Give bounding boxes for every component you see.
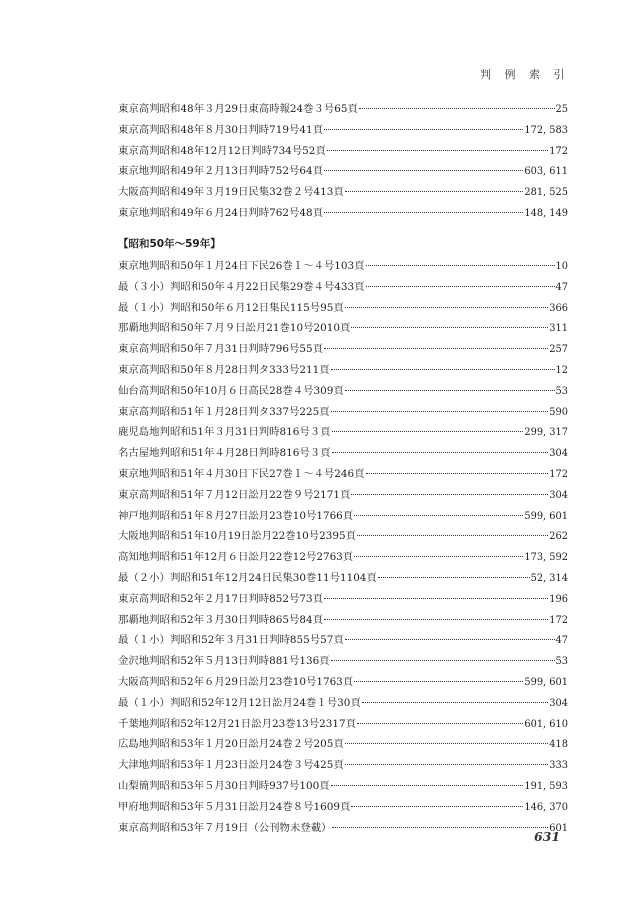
index-entry (118, 144, 568, 165)
dot-leader (332, 827, 548, 828)
case-citation: 千葉地判昭和52年12月21日訟月23巻13号2317頁 (118, 717, 357, 730)
dot-leader (345, 639, 555, 640)
section-heading: 【昭和50年～59年】 (118, 238, 221, 250)
case-citation: 大阪高判昭和49年３月19日民集32巻２号413頁 (118, 186, 344, 199)
page-reference: 172, 583 (524, 124, 568, 136)
index-entry (118, 529, 568, 550)
index-entry (118, 363, 568, 384)
page-reference: 304 (549, 448, 568, 460)
dot-leader (345, 307, 549, 308)
index-entry (118, 633, 568, 654)
case-citation: 高知地判昭和51年12月６日訟月22巻12号2763頁 (118, 551, 354, 564)
dot-leader (324, 619, 548, 620)
case-citation: 山梨簡判昭和53年５月30日判時937号100頁 (118, 779, 330, 792)
case-citation: 神戸地判昭和51年８月27日訟月23巻10号1766頁 (118, 509, 354, 522)
index-entry (118, 821, 568, 842)
page-reference: 47 (555, 635, 568, 647)
index-entry (118, 758, 568, 779)
index-entry (118, 280, 568, 301)
case-citation: 甲府地判昭和53年５月31日訟月24巻８号1609頁 (118, 800, 351, 813)
case-citation: 東京高判昭和48年12月12日判時734号52頁 (118, 144, 326, 157)
case-citation: 東京高判昭和50年７月31日判時796号55頁 (118, 343, 323, 356)
dot-leader (331, 785, 524, 786)
index-entry (118, 123, 568, 144)
index-entry (118, 696, 568, 717)
case-citation: 東京高判昭和51年１月28日判タ337号225頁 (118, 405, 330, 418)
dot-leader (354, 556, 523, 557)
index-entry (118, 206, 568, 227)
running-header: 判 例 索 引 (480, 68, 570, 81)
dot-leader (354, 515, 523, 516)
dot-leader (366, 265, 555, 266)
case-citation: 最（３小）判昭和50年４月22日民集29巻４号433頁 (118, 280, 365, 293)
dot-leader (351, 494, 548, 495)
page-reference: 299, 317 (524, 427, 568, 439)
case-index-list-showa-50-59 (118, 237, 568, 841)
index-entry (118, 488, 568, 509)
dot-leader (324, 348, 548, 349)
index-entry (118, 737, 568, 758)
dot-leader (351, 806, 523, 807)
case-citation: 東京高判昭和48年３月29日東高時報24巻３号65頁 (118, 103, 358, 115)
case-citation: 最（１小）判昭和50年６月12日集民115号95頁 (118, 301, 344, 314)
case-citation: 東京高判昭和53年７月19日（公刊物未登載） (118, 821, 332, 834)
case-citation: 名古屋地判昭和51年４月28日判時816号３頁 (118, 447, 331, 460)
dot-leader (345, 191, 524, 192)
page-reference: 47 (555, 281, 568, 293)
index-entry (118, 259, 568, 280)
page-reference: 590 (549, 406, 568, 418)
dot-leader (331, 369, 555, 370)
case-citation: 最（２小）判昭和51年12月24日民集30巻11号1104頁 (118, 571, 377, 584)
page-reference: 148, 149 (524, 207, 568, 219)
dot-leader (345, 764, 549, 765)
dot-leader (362, 702, 549, 703)
index-entry (118, 425, 568, 446)
page-reference: 173, 592 (524, 552, 568, 564)
case-citation: 東京高判昭和50年８月28日判タ333号211頁 (118, 363, 330, 376)
page-reference: 25 (555, 104, 568, 115)
index-entry (118, 654, 568, 675)
case-citation: 広島地判昭和53年１月20日訟月24巻２号205頁 (118, 738, 344, 751)
page-reference: 304 (549, 489, 568, 501)
dot-leader (354, 681, 523, 682)
index-entry (118, 592, 568, 613)
page-reference: 418 (549, 739, 568, 751)
case-citation: 東京地判昭和49年２月13日判時752号64頁 (118, 165, 323, 178)
page-reference: 304 (549, 697, 568, 709)
page-reference: 599, 601 (524, 510, 568, 522)
case-citation: 那覇地判昭和52年３月30日判時865号84頁 (118, 613, 323, 626)
page-reference: 196 (549, 593, 568, 605)
case-citation: 東京地判昭和49年６月24日判時762号48頁 (118, 206, 323, 219)
page-reference: 172 (549, 614, 568, 626)
dot-leader (332, 452, 549, 453)
dot-leader (345, 743, 549, 744)
index-entry (118, 509, 568, 530)
page-reference: 10 (555, 261, 568, 272)
case-index-list-1940s (118, 102, 568, 227)
case-citation: 仙台高判昭和50年10月６日高民28巻４号309頁 (118, 384, 344, 397)
page-reference: 172 (549, 145, 568, 157)
case-citation: 東京高判昭和52年２月17日判時852号73頁 (118, 592, 323, 605)
dot-leader (324, 598, 548, 599)
dot-leader (324, 170, 523, 171)
dot-leader (378, 577, 530, 578)
page-reference: 53 (555, 385, 568, 397)
index-entry (118, 571, 568, 592)
page-reference: 262 (549, 531, 568, 543)
page-reference: 601, 610 (524, 718, 568, 730)
case-citation: 最（１小）判昭和52年12月12日訟月24巻１号30頁 (118, 696, 361, 709)
page-reference: 172 (549, 468, 568, 480)
dot-leader (366, 286, 555, 287)
dot-leader (345, 390, 555, 391)
case-citation: 東京高判昭和51年７月12日訟月22巻９号2171頁 (118, 488, 351, 501)
dot-leader (351, 327, 548, 328)
case-citation: 東京地判昭和51年４月30日下民27巻１～４号246頁 (118, 467, 365, 480)
page-reference: 601 (549, 822, 568, 834)
index-entry (118, 446, 568, 467)
case-citation: 大阪高判昭和52年６月29日訟月23巻10号1763頁 (118, 675, 354, 688)
dot-leader (357, 535, 548, 536)
dot-leader (332, 431, 524, 432)
index-entry (118, 779, 568, 800)
index-entry (118, 550, 568, 571)
index-entry (118, 467, 568, 488)
case-citation: 最（１小）判昭和52年３月31日判時855号57頁 (118, 634, 344, 647)
index-entry (118, 321, 568, 342)
dot-leader (357, 723, 523, 724)
index-entry (118, 342, 568, 363)
index-entry (118, 405, 568, 426)
case-citation: 東京高判昭和48年８月30日判時719号41頁 (118, 123, 323, 136)
index-entry (118, 164, 568, 185)
page-reference: 191, 593 (524, 780, 568, 792)
case-citation: 那覇地判昭和50年７月９日訟月21巻10号2010頁 (118, 322, 351, 335)
index-entry (118, 301, 568, 322)
dot-leader (327, 150, 549, 151)
index-entry (118, 102, 568, 123)
case-citation: 金沢地判昭和52年５月13日判時881号136頁 (118, 655, 330, 668)
case-citation: 鹿児島地判昭和51年３月31日判時816号３頁 (118, 426, 331, 439)
dot-leader (359, 108, 555, 109)
page-reference: 257 (549, 344, 568, 356)
page-reference: 333 (549, 760, 568, 772)
case-citation: 大阪地判昭和51年10月19日訟月22巻10号2395頁 (118, 530, 357, 543)
dot-leader (324, 212, 523, 213)
page-reference: 281, 525 (524, 187, 568, 199)
case-citation: 東京地判昭和50年１月24日下民26巻１～４号103頁 (118, 260, 365, 272)
dot-leader (331, 660, 555, 661)
index-entry (118, 185, 568, 206)
page-reference: 366 (549, 302, 568, 314)
index-entry (118, 384, 568, 405)
case-citation: 大津地判昭和53年１月23日訟月24巻３号425頁 (118, 759, 344, 772)
index-entry (118, 717, 568, 738)
dot-leader (331, 411, 549, 412)
index-entry (118, 800, 568, 821)
page-reference: 599, 601 (524, 676, 568, 688)
page-reference: 603, 611 (524, 166, 568, 178)
index-entry (118, 675, 568, 696)
page-number: 631 (534, 829, 561, 844)
dot-leader (324, 129, 523, 130)
page-reference: 53 (555, 656, 568, 668)
page-reference: 12 (555, 364, 568, 376)
index-entry (118, 613, 568, 634)
dot-leader (366, 473, 549, 474)
page-reference: 146, 370 (524, 801, 568, 813)
page-reference: 52, 314 (530, 572, 568, 584)
page-reference: 311 (549, 323, 568, 335)
